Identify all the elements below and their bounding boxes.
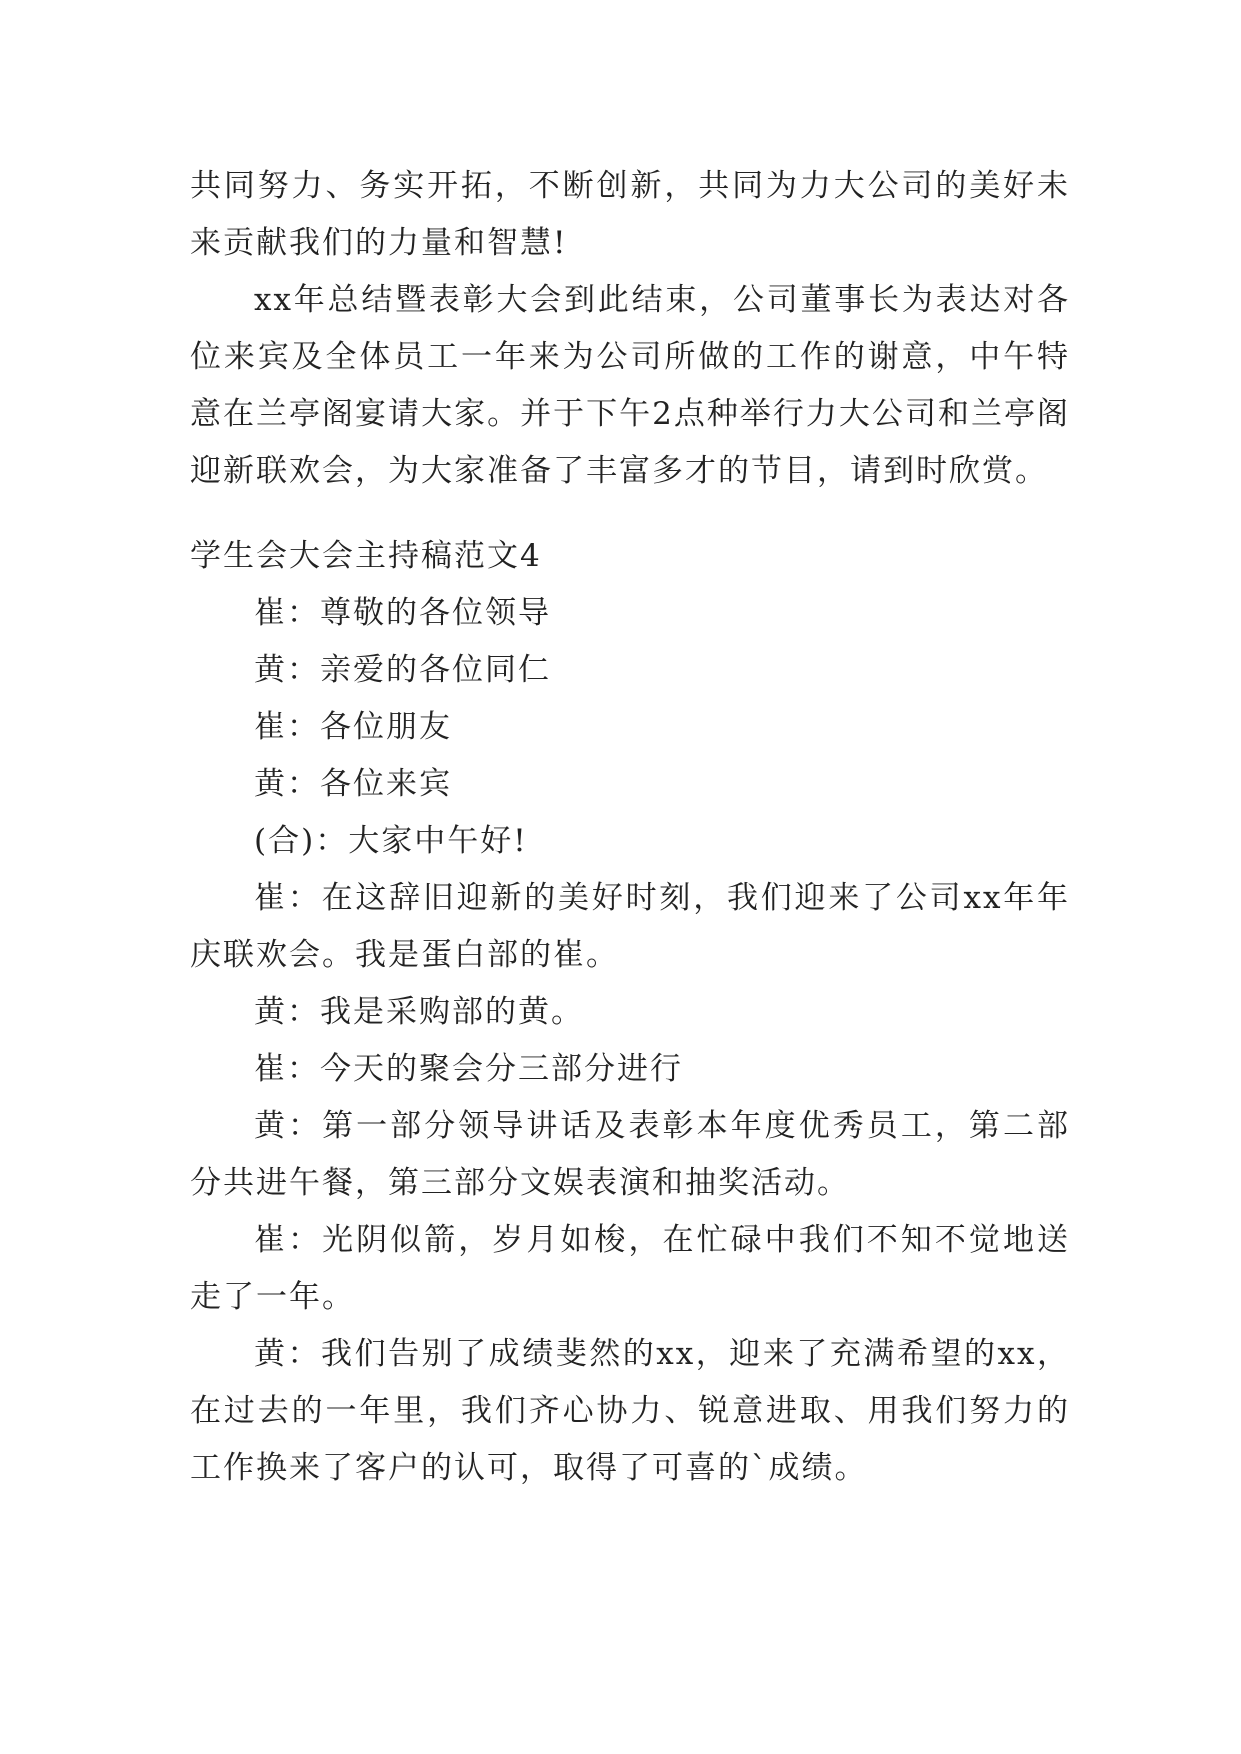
paragraph-11: 崔：今天的聚会分三部分进行: [254, 1051, 683, 1087]
paragraph-8: (合)：大家中午好!: [254, 823, 528, 859]
paragraph-12: 黄：第一部分领导讲话及表彰本年度优秀员工，第二部分共进午餐，第三部分文娱表演和抽奖活动。: [190, 1108, 1070, 1201]
paragraph-1: 共同努力、务实开拓，不断创新，共同为力大公司的美好未来贡献我们的力量和智慧!: [190, 168, 1070, 261]
paragraph-14: 黄：我们告别了成绩斐然的xx，迎来了充满希望的xx，在过去的一年里，我们齐心协力、锐意进取、用我们努力的工作换来了客户的认可，取得了可喜的`成绩。: [190, 1336, 1070, 1486]
paragraph-9: 崔：在这辞旧迎新的美好时刻，我们迎来了公司xx年年庆联欢会。我是蛋白部的崔。: [190, 880, 1070, 973]
document-body: [190, 158, 1070, 1497]
paragraph-2: xx年总结暨表彰大会到此结束，公司董事长为表达对各位来宾及全体员工一年来为公司所做的工作的谢意，中午特意在兰亭阁宴请大家。并于下午2点种举行力大公司和兰亭阁迎新联欢会，为大家准备了丰富多才的节目，请到时欣赏。: [190, 282, 1070, 489]
paragraph-4: 崔：尊敬的各位领导: [254, 595, 551, 631]
paragraph-7: 黄：各位来宾: [254, 766, 452, 802]
paragraph-13: 崔：光阴似箭，岁月如梭，在忙碌中我们不知不觉地送走了一年。: [190, 1222, 1070, 1315]
paragraph-5: 黄：亲爱的各位同仁: [254, 652, 551, 688]
paragraph-6: 崔：各位朋友: [254, 709, 452, 745]
paragraph-10: 黄：我是采购部的黄。: [254, 994, 584, 1030]
section-title: 学生会大会主持稿范文4: [190, 538, 542, 574]
